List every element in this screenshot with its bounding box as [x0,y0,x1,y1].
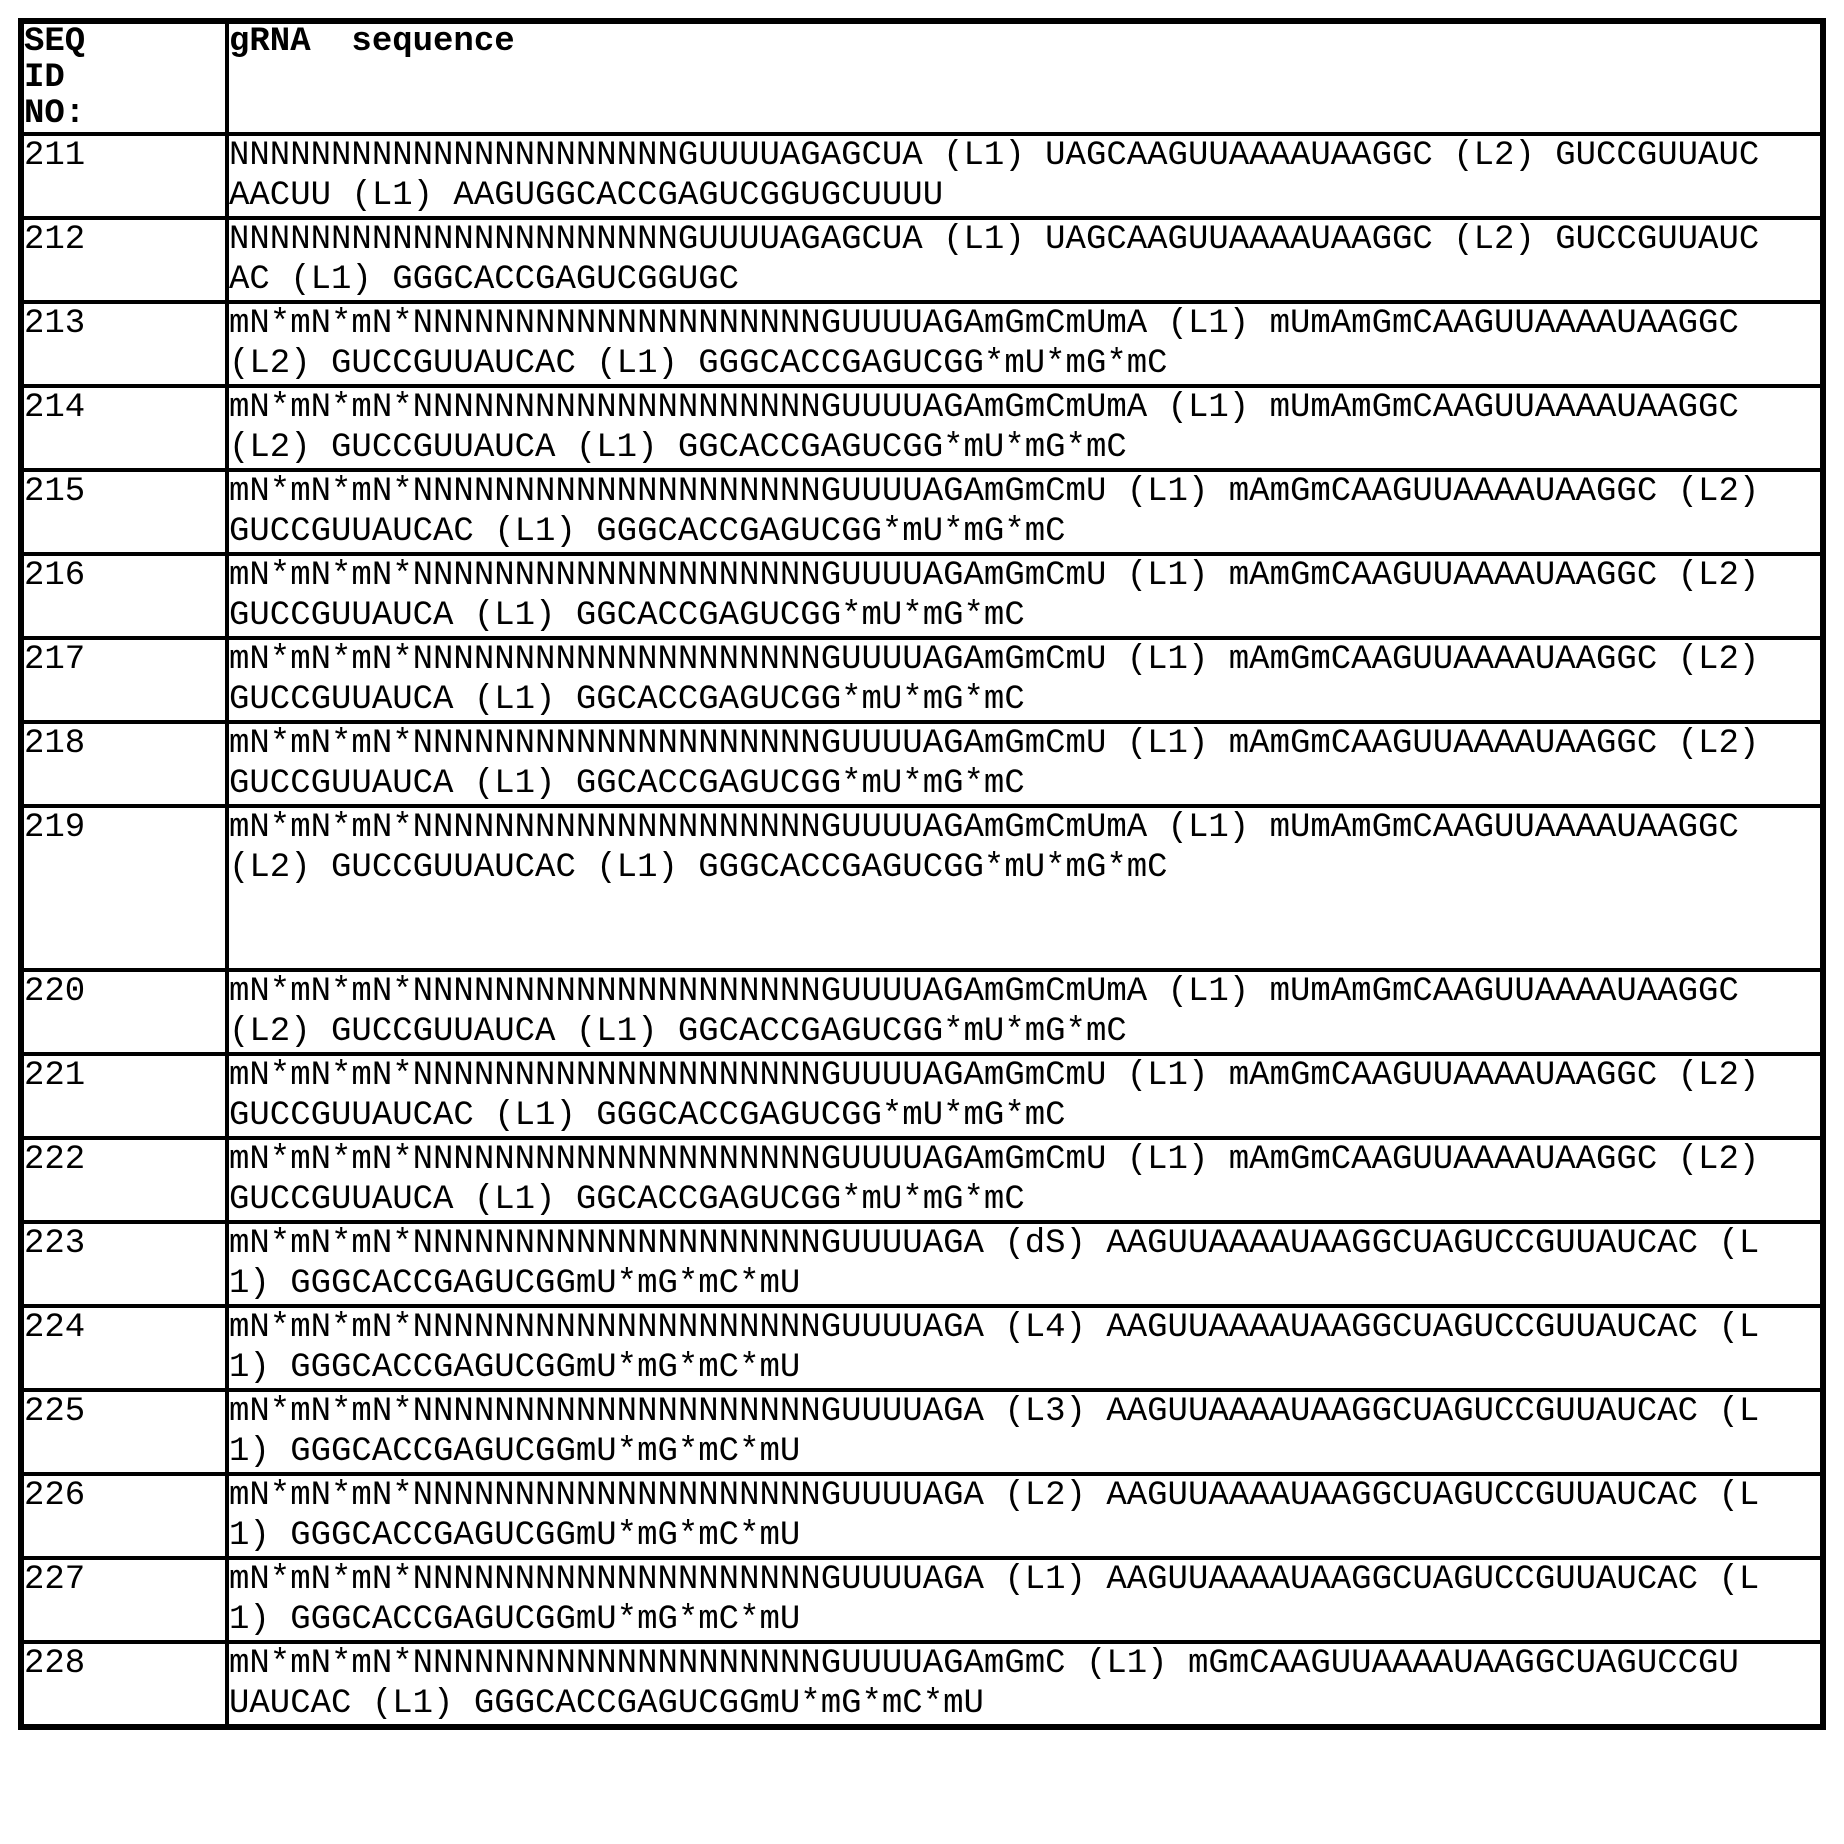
seq-id-header-line: NO: [24,95,86,133]
sequence-line [229,888,1820,928]
seq-id-cell: 227 [21,1558,227,1642]
sequence-cell [227,1390,1823,1474]
table-header [21,21,1823,134]
table-row [21,218,1823,302]
sequence-line: GUCCGUUAUCA (L1) GGCACCGAGUCGG*mU*mG*mC [229,1181,1025,1219]
sequence-line: mN*mN*mN*NNNNNNNNNNNNNNNNNNNNGUUUUAGAmGmC (L1) mGmCAAGUUAAAAUAAGGCUAGUCCGU [229,1645,1739,1683]
sequence-cell [227,218,1823,302]
sequence-line: mN*mN*mN*NNNNNNNNNNNNNNNNNNNNGUUUUAGA (dS) AAGUUAAAAUAAGGCUAGUCCGUUAUCAC (L [229,1225,1760,1263]
seq-id-cell: 219 [21,806,227,970]
sequence-line: mN*mN*mN*NNNNNNNNNNNNNNNNNNNNGUUUUAGA (L2) AAGUUAAAAUAAGGCUAGUCCGUUAUCAC (L [229,1477,1760,1515]
sequence-cell [227,970,1823,1054]
sequence-line: (L2) GUCCGUUAUCAC (L1) GGGCACCGAGUCGG*mU*mG*mC [229,345,1168,383]
sequence-cell [227,1474,1823,1558]
seq-id-cell: 223 [21,1222,227,1306]
sequence-cell [227,722,1823,806]
table-row [21,1390,1823,1474]
header-row [21,21,1823,134]
seq-id-cell: 214 [21,386,227,470]
sequence-line: AACUU (L1) AAGUGGCACCGAGUCGGUGCUUUU [229,177,944,215]
table-row [21,1222,1823,1306]
sequence-line: mN*mN*mN*NNNNNNNNNNNNNNNNNNNNGUUUUAGAmGmCmU (L1) mAmGmCAAGUUAAAAUAAGGC (L2) [229,1141,1760,1179]
sequence-line: NNNNNNNNNNNNNNNNNNNNNNGUUUUAGAGCUA (L1) UAGCAAGUUAAAAUAAGGC (L2) GUCCGUUAUC [229,137,1760,175]
table-row [21,1642,1823,1727]
seq-id-cell: 224 [21,1306,227,1390]
table-row [21,638,1823,722]
sequence-line: mN*mN*mN*NNNNNNNNNNNNNNNNNNNNGUUUUAGA (L3) AAGUUAAAAUAAGGCUAGUCCGUUAUCAC (L [229,1393,1760,1431]
sequence-line: mN*mN*mN*NNNNNNNNNNNNNNNNNNNNGUUUUAGAmGmCmU (L1) mAmGmCAAGUUAAAAUAAGGC (L2) [229,641,1760,679]
sequence-line: mN*mN*mN*NNNNNNNNNNNNNNNNNNNNGUUUUAGAmGmCmU (L1) mAmGmCAAGUUAAAAUAAGGC (L2) [229,1057,1760,1095]
table-row [21,1558,1823,1642]
seq-id-cell: 225 [21,1390,227,1474]
table-row [21,1306,1823,1390]
table-row [21,302,1823,386]
sequence-cell [227,1222,1823,1306]
table-row [21,470,1823,554]
sequence-line: mN*mN*mN*NNNNNNNNNNNNNNNNNNNNGUUUUAGAmGmCmUmA (L1) mUmAmGmCAAGUUAAAAUAAGGC [229,973,1739,1011]
sequence-line: (L2) GUCCGUUAUCA (L1) GGCACCGAGUCGG*mU*mG*mC [229,429,1127,467]
seq-id-cell: 216 [21,554,227,638]
sequence-cell [227,1306,1823,1390]
seq-id-cell: 211 [21,134,227,218]
table-row [21,970,1823,1054]
sequence-cell [227,1138,1823,1222]
seq-id-cell: 228 [21,1642,227,1727]
sequence-line: mN*mN*mN*NNNNNNNNNNNNNNNNNNNNGUUUUAGAmGmCmU (L1) mAmGmCAAGUUAAAAUAAGGC (L2) [229,473,1760,511]
sequence-cell [227,1642,1823,1727]
table-row [21,1054,1823,1138]
sequence-cell [227,806,1823,970]
sequence-cell [227,134,1823,218]
sequence-line: (L2) GUCCGUUAUCAC (L1) GGGCACCGAGUCGG*mU*mG*mC [229,849,1168,887]
table-row [21,386,1823,470]
seq-id-header-cell [21,21,227,134]
sequence-cell [227,1054,1823,1138]
seq-id-cell: 220 [21,970,227,1054]
sequence-line: mN*mN*mN*NNNNNNNNNNNNNNNNNNNNGUUUUAGAmGmCmUmA (L1) mUmAmGmCAAGUUAAAAUAAGGC [229,389,1739,427]
grna-sequence-table [18,18,1826,1730]
sequence-cell [227,638,1823,722]
sequence-line: 1) GGGCACCGAGUCGGmU*mG*mC*mU [229,1601,801,1639]
table-row [21,1138,1823,1222]
seq-id-cell: 213 [21,302,227,386]
seq-id-cell: 212 [21,218,227,302]
sequence-line: AC (L1) GGGCACCGAGUCGGUGC [229,261,740,299]
sequence-cell [227,386,1823,470]
sequence-cell [227,554,1823,638]
sequence-line: NNNNNNNNNNNNNNNNNNNNNNGUUUUAGAGCUA (L1) UAGCAAGUUAAAAUAAGGC (L2) GUCCGUUAUC [229,221,1760,259]
seq-id-header-line: SEQ [24,23,86,61]
table-row [21,1474,1823,1558]
sequence-line: 1) GGGCACCGAGUCGGmU*mG*mC*mU [229,1433,801,1471]
sequence-cell [227,1558,1823,1642]
seq-id-cell: 215 [21,470,227,554]
sequence-line: GUCCGUUAUCA (L1) GGCACCGAGUCGG*mU*mG*mC [229,681,1025,719]
sequence-line [229,928,1820,968]
seq-id-cell: 218 [21,722,227,806]
table-row [21,722,1823,806]
seq-id-cell: 221 [21,1054,227,1138]
seq-id-header-line: ID [24,59,65,97]
grna-sequence-header-cell [227,21,1823,134]
sequence-line: (L2) GUCCGUUAUCA (L1) GGCACCGAGUCGG*mU*mG*mC [229,1013,1127,1051]
table-row [21,806,1823,970]
seq-id-cell: 222 [21,1138,227,1222]
sequence-line: GUCCGUUAUCA (L1) GGCACCGAGUCGG*mU*mG*mC [229,597,1025,635]
sequence-line: GUCCGUUAUCAC (L1) GGGCACCGAGUCGG*mU*mG*mC [229,513,1066,551]
sequence-cell [227,470,1823,554]
table-row [21,554,1823,638]
sequence-line: GUCCGUUAUCA (L1) GGCACCGAGUCGG*mU*mG*mC [229,765,1025,803]
seq-id-cell: 217 [21,638,227,722]
seq-id-cell: 226 [21,1474,227,1558]
sequence-line: GUCCGUUAUCAC (L1) GGGCACCGAGUCGG*mU*mG*mC [229,1097,1066,1135]
sequence-cell [227,302,1823,386]
sequence-line: 1) GGGCACCGAGUCGGmU*mG*mC*mU [229,1517,801,1555]
table-body [21,134,1823,1727]
sequence-line: mN*mN*mN*NNNNNNNNNNNNNNNNNNNNGUUUUAGAmGmCmUmA (L1) mUmAmGmCAAGUUAAAAUAAGGC [229,305,1739,343]
sequence-line: mN*mN*mN*NNNNNNNNNNNNNNNNNNNNGUUUUAGA (L1) AAGUUAAAAUAAGGCUAGUCCGUUAUCAC (L [229,1561,1760,1599]
sequence-line: 1) GGGCACCGAGUCGGmU*mG*mC*mU [229,1349,801,1387]
sequence-line: UAUCAC (L1) GGGCACCGAGUCGGmU*mG*mC*mU [229,1685,984,1723]
table-row [21,134,1823,218]
sequence-line: mN*mN*mN*NNNNNNNNNNNNNNNNNNNNGUUUUAGA (L4) AAGUUAAAAUAAGGCUAGUCCGUUAUCAC (L [229,1309,1760,1347]
sequence-line: mN*mN*mN*NNNNNNNNNNNNNNNNNNNNGUUUUAGAmGmCmU (L1) mAmGmCAAGUUAAAAUAAGGC (L2) [229,557,1760,595]
grna-sequence-header-label: gRNA sequence [229,23,515,61]
sequence-line: mN*mN*mN*NNNNNNNNNNNNNNNNNNNNGUUUUAGAmGmCmUmA (L1) mUmAmGmCAAGUUAAAAUAAGGC [229,809,1739,847]
sequence-line: 1) GGGCACCGAGUCGGmU*mG*mC*mU [229,1265,801,1303]
sequence-line: mN*mN*mN*NNNNNNNNNNNNNNNNNNNNGUUUUAGAmGmCmU (L1) mAmGmCAAGUUAAAAUAAGGC (L2) [229,725,1760,763]
